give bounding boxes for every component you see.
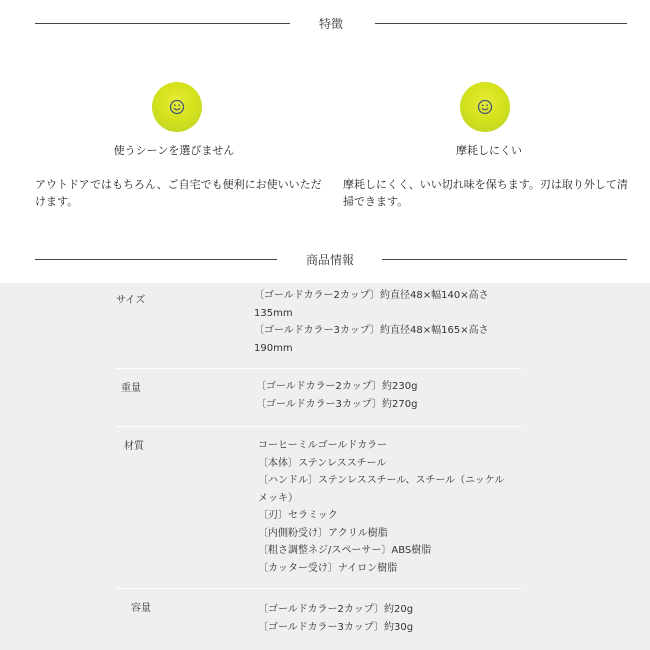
spec-table [0,283,650,650]
row-divider [116,368,521,369]
feature-badge [460,82,510,132]
features-heading: 特徴 [318,17,343,31]
spec-label: 材質 [124,441,144,452]
spec-label: 容量 [131,603,151,614]
features-section-header [0,14,650,34]
spec-values [256,378,418,413]
feature-title: 摩耗しにくい [456,144,522,157]
spec-value-line: 〔カッター受け〕ナイロン樹脂 [258,562,398,574]
feature-badge [152,82,202,132]
spec-value-line: 〔粗さ調整ネジ/スペーサー〕ABS樹脂 [258,545,432,556]
smiley-icon [169,99,185,115]
spec-value-line: コーヒーミルゴールドカラー [258,440,388,451]
product-info-heading: 商品情報 [305,253,354,267]
spec-label: 重量 [121,383,141,394]
spec-value-line: 〔ゴールドカラー3カップ〕約270g [256,398,418,410]
spec-value-line: 〔ゴールドカラー3カップ〕約30g [258,621,414,633]
spec-value-line: 190mm [254,342,293,354]
spec-value-line: 135mm [254,307,293,319]
row-divider [116,426,521,427]
spec-values [254,287,489,357]
header-rule-right [382,259,627,260]
feature-description: アウトドアではもちろん、ご自宅でも便利にお使いいただけます。 [35,178,322,208]
spec-values [258,601,413,636]
row-divider [116,588,521,589]
feature-title: 使うシーンを選びません [113,144,235,157]
smiley-icon [477,99,493,115]
spec-value-line: 〔内側粉受け〕アクリル樹脂 [258,527,388,539]
spec-value-line: メッキ） [258,492,298,504]
spec-value-line: 〔ゴールドカラー2カップ〕約20g [258,604,414,615]
spec-value-line: 〔ゴールドカラー2カップ〕約230g [256,381,418,392]
spec-value-line: 〔ハンドル〕ステンレススチール、スチール（ニッケル [258,475,505,486]
spec-value-line: 〔刃〕セラミック [258,510,338,521]
spec-value-line: 〔本体〕ステンレススチール [258,457,387,469]
spec-values [258,437,504,577]
feature-description: 摩耗しにくく、いい切れ味を保ちます。刃は取り外して清掃できます。 [343,178,628,208]
header-rule-right [375,23,627,24]
product-info-section-header [0,250,650,270]
spec-value-line: 〔ゴールドカラー3カップ〕約直径48×幅165×高さ [254,325,489,336]
spec-value-line: 〔ゴールドカラー2カップ〕約直径48×幅140×高さ [254,290,489,301]
spec-label: サイズ [116,295,146,306]
